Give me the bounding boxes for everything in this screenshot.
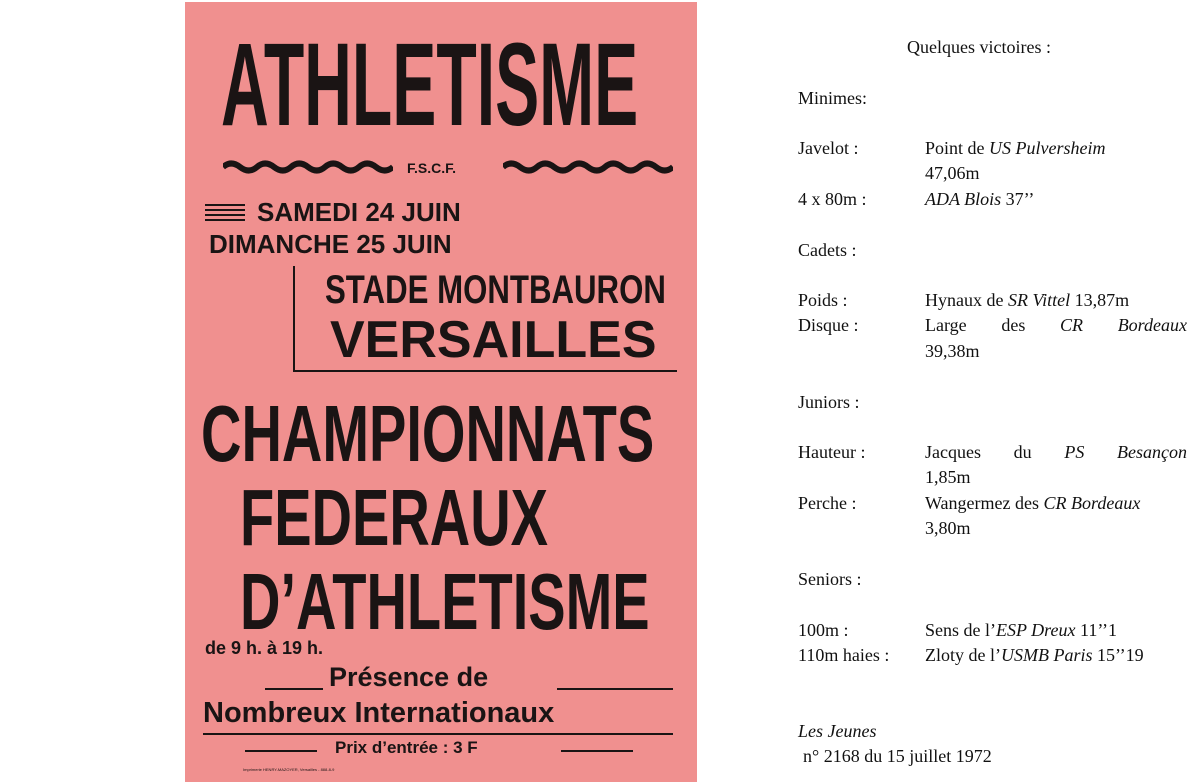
result-100m: Sens de l’ESP Dreux 11’’1 (925, 620, 1117, 640)
printer-credit: Imprimerie HENRY-MAZOYER, Versailles - 888-8-9 (243, 767, 335, 772)
federation-label: F.S.C.F. (407, 160, 457, 176)
club-esp-dreux: ESP Dreux (996, 620, 1076, 640)
source-publication: Les Jeunes (798, 721, 877, 741)
event-label-perche: Perche : (798, 493, 857, 513)
venue-city: VERSAILLES (330, 311, 657, 369)
result-poids: Hynaux de SR Vittel 13,87m (925, 290, 1130, 310)
result-javelot: Point de US Pulversheim (925, 138, 1106, 158)
result-hauteur: Jacques du PS Besançon (925, 442, 1187, 462)
presence-label: Présence de (329, 662, 489, 692)
result-perche: Wangermez des CR Bordeaux (925, 493, 1141, 513)
category-juniors: Juniors : (798, 392, 860, 412)
source-reference: n° 2168 du 15 juillet 1972 (803, 746, 992, 766)
event-line-3: D’ATHLETISME (240, 557, 650, 646)
panel-heading: Quelques victoires : (907, 37, 1051, 57)
club-sr-vittel: SR Vittel (1007, 290, 1071, 310)
mark-hauteur: 1,85m (925, 467, 971, 487)
event-label-relay: 4 x 80m : (798, 189, 867, 209)
event-label-poids: Poids : (798, 290, 848, 310)
club-ada-blois: ADA Blois (925, 189, 1002, 209)
venue-name: STADE MONTBAURON (325, 268, 666, 312)
event-label-100m: 100m : (798, 620, 849, 640)
entry-price: Prix d’entrée : 3 F (335, 738, 478, 757)
result-110m-haies: Zloty de l’USMB Paris 15’’19 (925, 645, 1144, 665)
event-label-hauteur: Hauteur : (798, 442, 866, 462)
result-disque: Large des CR Bordeaux (925, 315, 1187, 335)
event-label-110m-haies: 110m haies : (798, 645, 890, 665)
club-cr-bordeaux: CR Bordeaux (1043, 493, 1141, 513)
event-line-2: FEDERAUX (240, 473, 549, 562)
internationals-label: Nombreux Internationaux (203, 697, 555, 729)
category-seniors: Seniors : (798, 569, 862, 589)
event-label-disque: Disque : (798, 315, 859, 335)
mark-disque: 39,38m (925, 341, 980, 361)
event-line-1: CHAMPIONNATS (201, 389, 655, 478)
mark-javelot: 47,06m (925, 163, 980, 183)
event-hours: de 9 h. à 19 h. (205, 638, 324, 658)
result-relay: ADA Blois 37’’ (925, 189, 1035, 209)
category-minimes: Minimes: (798, 88, 868, 108)
club-usmb-paris: USMB Paris (1000, 645, 1093, 665)
event-label-javelot: Javelot : (798, 138, 859, 158)
mark-perche: 3,80m (925, 518, 971, 538)
category-cadets: Cadets : (798, 240, 857, 260)
poster-title: ATHLETISME (221, 19, 639, 151)
date-saturday: SAMEDI 24 JUIN (257, 197, 461, 227)
date-sunday: DIMANCHE 25 JUIN (209, 229, 452, 259)
club-us-pulversheim: US Pulversheim (989, 138, 1106, 158)
